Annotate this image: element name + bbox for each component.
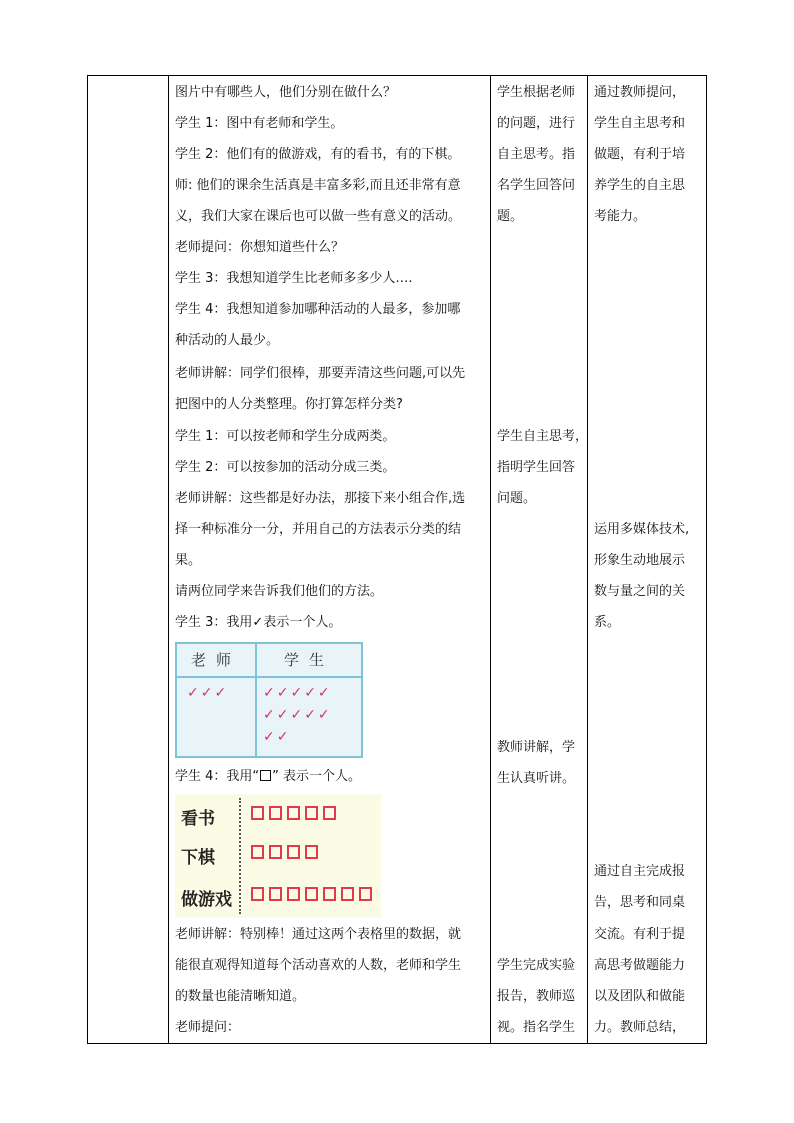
text-line: 学生 2：他们有的做游戏，有的看书，有的下棋。 <box>175 147 461 162</box>
teacher-header: 老师 <box>190 651 241 669</box>
text-line: 能很直观得知道每个活动喜欢的人数，老师和学生 <box>175 958 462 973</box>
activity-label: 下棋 <box>181 848 215 868</box>
text-line: 交流。有利于提 <box>594 927 686 942</box>
text-line: 问题。 <box>497 491 537 506</box>
tally-square <box>251 806 264 820</box>
text-line: 自主思考。指 <box>497 147 576 162</box>
tally-square <box>287 887 300 901</box>
text-line: 学生完成实验 <box>497 958 576 973</box>
text-prefix: 学生 4：我用“ <box>175 769 260 784</box>
activity-tally-figure <box>175 794 381 918</box>
text-line <box>175 769 361 785</box>
activity-label: 做游戏 <box>181 890 232 910</box>
text-line: 学生 4：我想知道参加哪种活动的人最多，参加哪 <box>175 302 461 317</box>
tally-square <box>323 887 336 901</box>
text-line: 把图中的人分类整理。你打算怎样分类? <box>175 397 403 412</box>
text-line: 师: 他们的课余生活真是丰富多彩,而且还非常有意 <box>175 178 461 193</box>
text-line: 告，思考和同桌 <box>594 895 686 910</box>
divider <box>255 644 257 756</box>
text-line: 报告，教师巡 <box>497 989 576 1004</box>
teacher-student-tally-figure <box>175 642 363 758</box>
text-suffix: ” 表示一个人。 <box>272 769 362 784</box>
text-line: 老师提问： <box>175 1020 241 1035</box>
lesson-table <box>87 75 707 1044</box>
divider <box>239 798 241 914</box>
text-line: 系。 <box>594 615 621 630</box>
activity-boxes <box>251 841 323 860</box>
text-line: 果。 <box>175 553 202 568</box>
tally-square <box>323 806 336 820</box>
text-line: 老师提问：你想知道些什么？ <box>175 240 345 255</box>
text-line: 教师讲解，学 <box>497 740 576 755</box>
activity-label: 看书 <box>181 809 215 829</box>
student-activity-column <box>491 76 588 1044</box>
tally-square <box>287 806 300 820</box>
text-line: 学生自主思考， <box>497 429 589 444</box>
text-line: 数与量之间的关 <box>594 584 686 599</box>
text-line: 学生根据老师 <box>497 85 576 100</box>
activity-boxes <box>251 802 341 821</box>
tally-square <box>305 887 318 901</box>
text-line: 名学生回答问 <box>497 178 576 193</box>
blank-column <box>88 76 169 1044</box>
text-line: 学生 1：可以按老师和学生分成两类。 <box>175 429 396 444</box>
text-line: 学生 1：图中有老师和学生。 <box>175 116 344 131</box>
student-tally-row: ✓✓✓✓✓ <box>263 707 332 723</box>
activity-boxes <box>251 883 377 902</box>
text-line: 学生自主思考和 <box>594 116 686 131</box>
text-line: 义，我们大家在课后也可以做一些有意义的活动。 <box>175 209 462 224</box>
tally-square <box>251 845 264 859</box>
tally-square <box>359 887 372 901</box>
text-line: 力。教师总结， <box>594 1020 686 1035</box>
text-line: 指明学生回答 <box>497 460 576 475</box>
text-line: 高思考做题能力 <box>594 958 686 973</box>
student-tally-row: ✓✓ <box>263 729 291 745</box>
text-line: 种活动的人最少。 <box>175 333 280 348</box>
text-line: 运用多媒体技术, <box>594 522 690 537</box>
text-line: 请两位同学来告诉我们他们的方法。 <box>175 584 384 599</box>
text-line: 考能力。 <box>594 209 647 224</box>
design-intent-column <box>588 76 707 1044</box>
text-line: 的数量也能清晰知道。 <box>175 989 306 1004</box>
text-line: 老师讲解：特别棒！通过这两个表格里的数据，就 <box>175 927 462 942</box>
student-header: 学生 <box>283 651 334 669</box>
teacher-tally: ✓✓✓ <box>187 685 229 701</box>
text-suffix: 表示一个人。 <box>263 615 342 630</box>
text-line: 以及团队和做能 <box>594 989 686 1004</box>
tally-square <box>305 806 318 820</box>
text-line: 图片中有哪些人，他们分别在做什么？ <box>175 85 397 100</box>
text-line: 学生 2：可以按参加的活动分成三类。 <box>175 460 396 475</box>
tally-square <box>305 845 318 859</box>
tally-square <box>269 845 282 859</box>
text-line: 学生 3：我想知道学生比老师多多少人…. <box>175 271 413 286</box>
text-line: 生认真听讲。 <box>497 771 576 786</box>
tally-square <box>269 806 282 820</box>
check-mark: ✓ <box>252 615 264 630</box>
text-line: 养学生的自主思 <box>594 178 686 193</box>
tally-square <box>341 887 354 901</box>
text-line: 做题，有利于培 <box>594 147 686 162</box>
tally-square <box>251 887 264 901</box>
text-line: 择一种标准分一分，并用自己的方法表示分类的结 <box>175 522 462 537</box>
text-line: 老师讲解：这些都是好办法，那接下来小组合作,选 <box>175 491 466 506</box>
text-line: 题。 <box>497 209 524 224</box>
text-line: 形象生动地展示 <box>594 553 686 568</box>
text-line: 老师讲解：同学们很棒，那要弄清这些问题,可以先 <box>175 366 466 381</box>
tally-square <box>287 845 300 859</box>
text-line: 的问题，进行 <box>497 116 576 131</box>
tally-square <box>269 887 282 901</box>
text-line: 通过自主完成报 <box>594 864 686 879</box>
square-icon <box>260 770 271 781</box>
text-line: 视。指名学生 <box>497 1020 576 1035</box>
text-line: 通过教师提问， <box>594 85 686 100</box>
student-tally-row: ✓✓✓✓✓ <box>263 685 332 701</box>
text-line <box>175 615 341 631</box>
teaching-process-column <box>169 76 491 1044</box>
text-prefix: 学生 3：我用 <box>175 615 253 630</box>
divider <box>177 676 361 678</box>
